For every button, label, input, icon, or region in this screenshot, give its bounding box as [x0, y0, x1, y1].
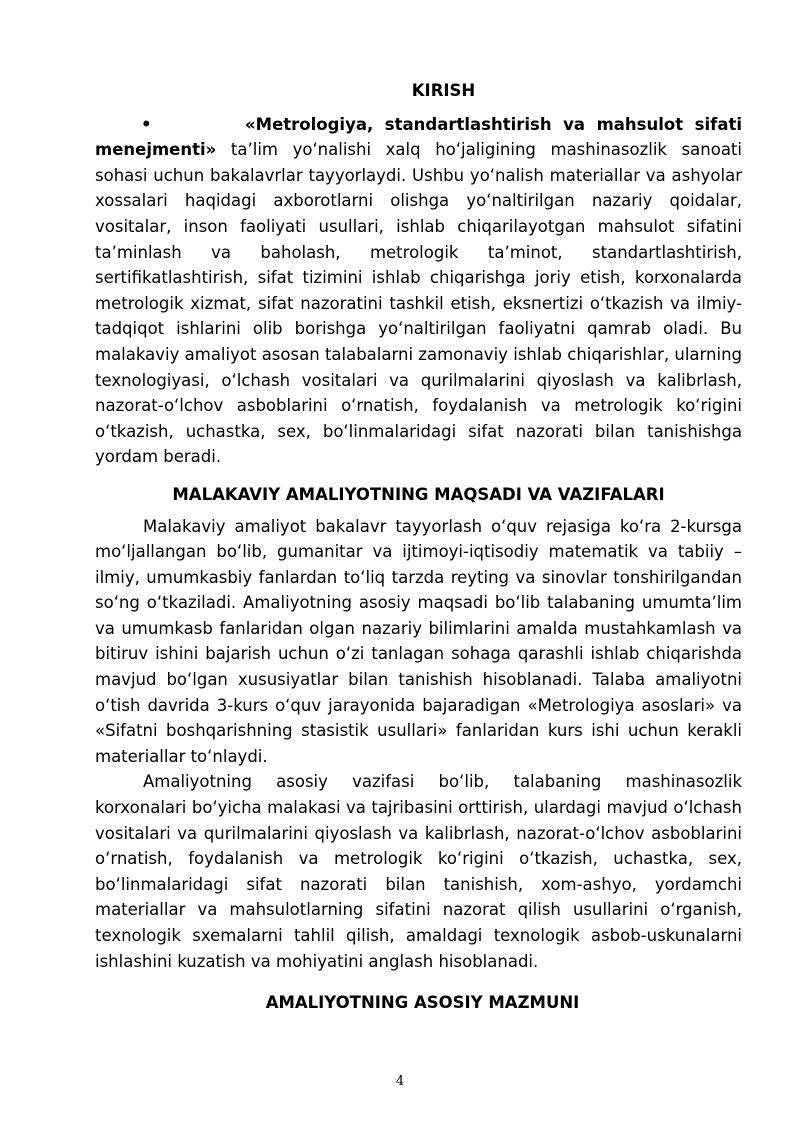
page-content — [95, 72, 742, 1016]
heading-mazmun: AMALIYOTNING ASOSIY MAZMUNI — [265, 993, 580, 1013]
heading-maqsad: MALAKAVIY AMALIYOTNING MAQSADI VA VAZIFALARI — [172, 484, 665, 504]
intro-paragraph — [95, 112, 742, 470]
intro-text: taʼlim yoʻnalishi xalq hoʻjaligining mashinasozlik sanoati sohasi uchun bakalavrlar tayyorlaydi. Ushbu yoʻnalish materiallar va ashyolar xossalari haqidagi axborotlarni olishga yoʻnaltirilgan nazariy qoidalar, vositalar, inson faoliyati usullari, ishlab chiqarilayotgan mahsulot sifatini taʼminlash va baholash, metrologik taʼminot, standartlashtirish, sertifikatlashtirish, sifat tizimini ishlab chiqarishga joriy etish, korxonalarda metrologik xizmat, sifat nazoratini tashkil etish, eksпertizi oʻtkazish va ilmiy-tadqiqot ishlarini olib borishga yoʻnaltirilgan faoliyatni qamrab oladi. Bu malakaviy amaliyot asosan talabalarni zamonaviy ishlab chiqarishlar, ularning texnologiyasi, oʻlchash vositalari va qurilmalarini qiyoslash va kalibrlash, nazorat-oʻlchov asboblarini oʻrnatish, foydalanish va metrologik koʻrigini oʻtkazish, uchastka, sex, boʻlinmalaridagi sifat nazorati bilan tanishishga yordam beradi. — [95, 140, 742, 467]
bullet-marker: • — [141, 114, 152, 134]
paragraph-maqsad: Malakaviy amaliyot bakalavr tayyorlash oʻquv rejasiga koʻra 2-kursga moʻljallangan boʻlib, gumanitar va ijtimoyi-iqtisodiy matematik va tabiiy – ilmiy, umumkasbiy fanlardan toʻliq tarzda reyting va sinovlar tonshirilgandan soʻng oʻtkaziladi. Amaliyotning asosiy maqsadi boʻlib talabaning umumtaʼlim va umumkasb fanlaridan olgan nazariy bilimlarini amalda mustahkamlash va bitiruv ishini bajarish uchun oʻzi tanlagan sohaga qarashli ishlab chiqarishda mavjud boʻlgan xususiyatlar bilan tanishish hisoblanadi. Talaba amaliyotni oʻtish davrida 3-kurs oʻquv jarayonida bajaradigan «Metrologiya asoslari» va «Sifatni boshqarishning stasistik usullari» fanlaridan kurs ishi uchun kerakli materiallar toʻnlaydi. — [95, 516, 742, 766]
heading-kirish: KIRISH — [411, 81, 476, 100]
paragraph-vazifa: Amaliyotning asosiy vazifasi boʻlib, talabaning mashinasozlik korxonalari boʻyicha malakasi va tajribasini orttirish, ulardagi mavjud oʻlchash vositalari va qurilmalarini qiyoslash va kalibrlash, nazorat-oʻlchov asboblarini oʻrnatish, foydalanish va metrologik koʻrigini oʻtkazish, uchastka, sex, boʻlinmalaridagi sifat nazorati bilan tanishish, xom-ashyo, yordamchi materiallar va mahsulotlarning sifatini nazorat qilish usullarini oʻrganish, texnologik sxemalarni tahlil qilish, amaldagi texnologik asbob-uskunalarni ishlashini kuzatish va mohiyatini anglash hisoblanadi. — [95, 772, 742, 971]
page-number: 4 — [395, 1074, 405, 1089]
intro-bold-title: «Metrologiya, standartlashtirish va mahsulot sifati menejmenti» — [95, 114, 742, 160]
